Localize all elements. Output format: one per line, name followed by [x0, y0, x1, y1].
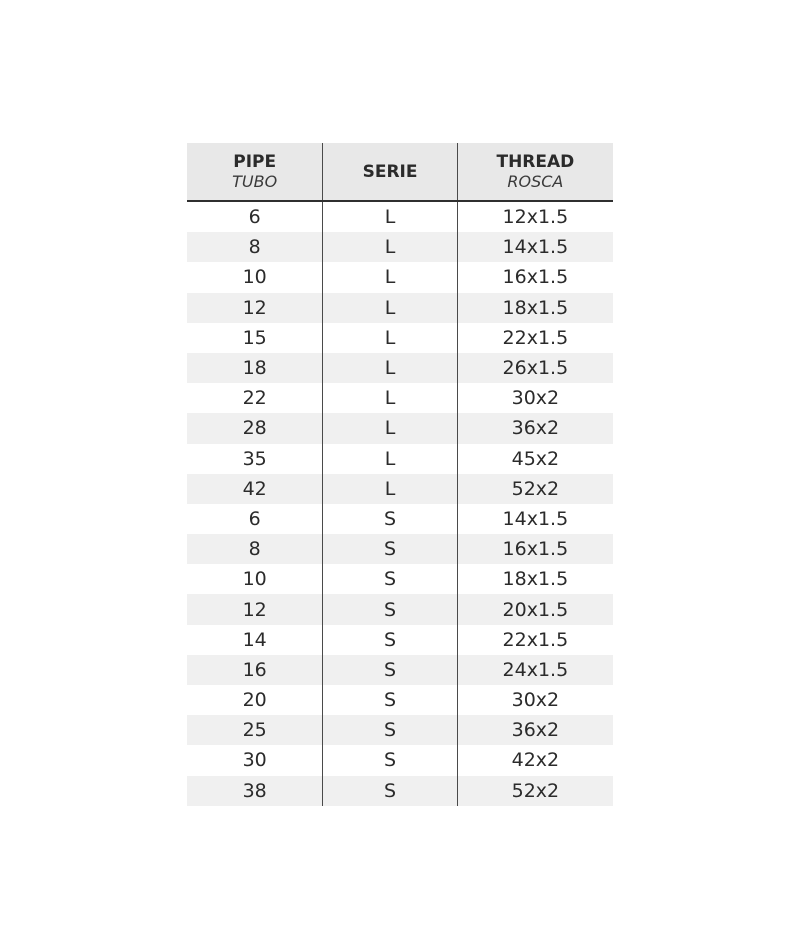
thread-cell: 20x1.5	[457, 594, 613, 624]
thread-cell: 18x1.5	[457, 564, 613, 594]
header-serie	[322, 143, 456, 200]
serie-cell: L	[322, 202, 456, 232]
table-row	[187, 715, 613, 745]
table-row	[187, 504, 613, 534]
header-serie-label: SERIE	[362, 161, 418, 182]
pipe-cell: 8	[248, 236, 261, 259]
thread-cell: 36x2	[457, 413, 613, 443]
serie-cell: S	[322, 504, 456, 534]
table-row	[187, 625, 613, 655]
pipe-cell: 12	[242, 598, 267, 621]
serie-cell: S	[322, 776, 456, 806]
serie-cell: L	[322, 232, 456, 262]
thread-cell: 14x1.5	[457, 232, 613, 262]
thread-cell: 22x1.5	[457, 323, 613, 353]
pipe-cell: 28	[242, 417, 267, 440]
serie-cell: S	[322, 564, 456, 594]
table-row	[187, 293, 613, 323]
thread-cell: 16x1.5	[457, 534, 613, 564]
pipe-cell: 16	[242, 658, 267, 681]
table-row	[187, 474, 613, 504]
serie-cell: L	[322, 323, 456, 353]
table-row	[187, 262, 613, 292]
thread-cell: 52x2	[457, 474, 613, 504]
pipe-cell: 8	[248, 538, 261, 561]
pipe-cell: 6	[248, 206, 261, 229]
table-row	[187, 655, 613, 685]
header-pipe-sublabel: TUBO	[232, 171, 278, 191]
pipe-cell: 15	[242, 326, 267, 349]
serie-cell: S	[322, 685, 456, 715]
table-row	[187, 594, 613, 624]
table-row	[187, 232, 613, 262]
thread-cell: 42x2	[457, 745, 613, 775]
table-row	[187, 323, 613, 353]
table-row	[187, 444, 613, 474]
serie-cell: L	[322, 383, 456, 413]
table-header	[187, 143, 613, 202]
table-row	[187, 383, 613, 413]
serie-cell: S	[322, 655, 456, 685]
pipe-cell: 25	[242, 719, 267, 742]
thread-cell: 30x2	[457, 685, 613, 715]
pipe-cell: 42	[242, 477, 267, 500]
serie-cell: S	[322, 594, 456, 624]
pipe-cell: 35	[242, 447, 267, 470]
pipe-cell: 6	[248, 507, 261, 530]
thread-cell: 18x1.5	[457, 293, 613, 323]
pipe-cell: 10	[242, 266, 267, 289]
header-thread-label: THREAD	[496, 151, 575, 172]
header-thread-sublabel: ROSCA	[507, 171, 564, 191]
serie-cell: L	[322, 293, 456, 323]
thread-cell: 24x1.5	[457, 655, 613, 685]
thread-cell: 30x2	[457, 383, 613, 413]
pipe-cell: 30	[242, 749, 267, 772]
pipe-thread-table	[187, 143, 613, 806]
pipe-cell: 20	[242, 689, 267, 712]
table-row	[187, 353, 613, 383]
table-row	[187, 685, 613, 715]
serie-cell: L	[322, 353, 456, 383]
table-body	[187, 202, 613, 806]
table-row	[187, 745, 613, 775]
table-row	[187, 413, 613, 443]
pipe-cell: 12	[242, 296, 267, 319]
pipe-cell: 38	[242, 779, 267, 802]
header-pipe	[187, 143, 322, 200]
thread-cell: 14x1.5	[457, 504, 613, 534]
serie-cell: L	[322, 413, 456, 443]
serie-cell: S	[322, 715, 456, 745]
thread-cell: 52x2	[457, 776, 613, 806]
thread-cell: 36x2	[457, 715, 613, 745]
header-pipe-label: PIPE	[233, 151, 277, 172]
pipe-cell: 10	[242, 568, 267, 591]
serie-cell: S	[322, 534, 456, 564]
table-row	[187, 202, 613, 232]
header-thread	[457, 143, 613, 200]
thread-cell: 22x1.5	[457, 625, 613, 655]
table-row	[187, 776, 613, 806]
pipe-cell: 14	[242, 628, 267, 651]
serie-cell: S	[322, 625, 456, 655]
table-row	[187, 564, 613, 594]
serie-cell: S	[322, 745, 456, 775]
pipe-cell: 22	[242, 387, 267, 410]
table-row	[187, 534, 613, 564]
serie-cell: L	[322, 474, 456, 504]
thread-cell: 12x1.5	[457, 202, 613, 232]
thread-cell: 45x2	[457, 444, 613, 474]
pipe-cell: 18	[242, 357, 267, 380]
serie-cell: L	[322, 444, 456, 474]
thread-cell: 16x1.5	[457, 262, 613, 292]
thread-cell: 26x1.5	[457, 353, 613, 383]
serie-cell: L	[322, 262, 456, 292]
